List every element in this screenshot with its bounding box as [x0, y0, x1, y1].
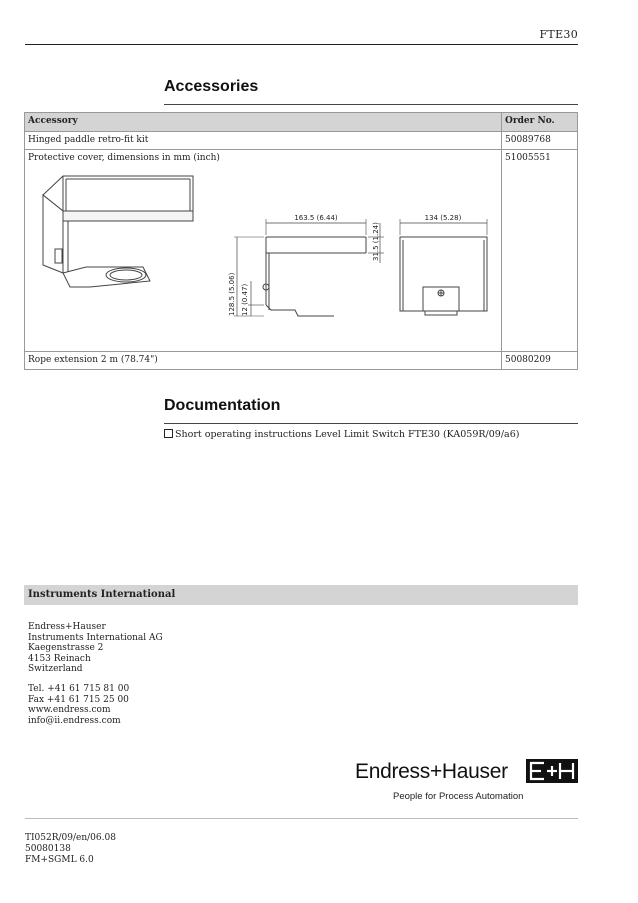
- documentation-item-text: Short operating instructions Level Limit Switch FTE30 (KA059R/09/a6): [175, 429, 520, 440]
- address-line: Kaegenstrasse 2: [28, 643, 104, 653]
- contact-email[interactable]: info@ii.endress.com: [28, 715, 121, 726]
- table-row: [25, 150, 578, 352]
- endress-hauser-logo-icon: [526, 759, 578, 783]
- accessories-title: Accessories: [164, 78, 259, 95]
- accessories-rule: [164, 104, 578, 105]
- cover-end-view: [400, 219, 487, 315]
- table-row: [25, 132, 578, 150]
- header-rule: [25, 44, 578, 45]
- column-header-order-no: Order No.: [502, 113, 578, 132]
- footer-line: FM+SGML 6.0: [25, 855, 94, 865]
- footer-rule: [25, 818, 578, 819]
- contact-block: [28, 684, 129, 726]
- order-number: 50080209: [502, 352, 578, 370]
- dimension-top-height-label: 31.5 (1.24): [372, 222, 380, 261]
- accessory-name: Rope extension 2 m (78.74"): [25, 352, 502, 370]
- documentation-rule: [164, 423, 578, 424]
- protective-cover-drawing: [28, 163, 498, 348]
- contact-website[interactable]: www.endress.com: [28, 705, 111, 715]
- address-block: [28, 622, 163, 675]
- table-row: [25, 352, 578, 370]
- order-number: 51005551: [502, 150, 578, 352]
- dimension-width-label: 163.5 (6.44): [294, 214, 338, 222]
- dimension-height-label: 128.5 (5.06): [228, 272, 236, 316]
- accessories-table: [24, 112, 578, 370]
- contact-phone: Tel. +41 61 715 81 00: [28, 684, 130, 694]
- cover-isometric-view: [43, 176, 193, 287]
- instruments-title: Instruments International: [28, 589, 176, 600]
- dimension-lip-label: 12 (0.47): [241, 283, 249, 316]
- document-code: FTE30: [539, 28, 578, 41]
- order-number: 50089768: [502, 132, 578, 150]
- table-header-row: [25, 113, 578, 132]
- documentation-title: Documentation: [164, 397, 281, 414]
- documentation-item: [164, 429, 519, 440]
- address-line: Instruments International AG: [28, 632, 163, 643]
- address-line: Endress+Hauser: [28, 622, 106, 632]
- contact-fax: Fax +41 61 715 25 00: [28, 694, 129, 705]
- footer-line: TI052R/09/en/06.08: [25, 833, 116, 843]
- brand-name: Endress+Hauser: [355, 760, 508, 783]
- address-line: Switzerland: [28, 664, 83, 674]
- accessory-name-text: Protective cover, dimensions in mm (inch): [28, 153, 220, 163]
- dimension-depth-label: 134 (5.28): [424, 214, 462, 222]
- brand-tagline: People for Process Automation: [393, 791, 524, 802]
- checkbox-icon: [164, 429, 173, 438]
- column-header-accessory: Accessory: [25, 113, 502, 132]
- footer-block: [25, 833, 116, 866]
- address-line: 4153 Reinach: [28, 653, 91, 664]
- cover-side-view: [234, 219, 384, 316]
- accessory-name: Hinged paddle retro-fit kit: [25, 132, 502, 150]
- footer-line: 50080138: [25, 844, 71, 854]
- accessory-name: [25, 150, 502, 352]
